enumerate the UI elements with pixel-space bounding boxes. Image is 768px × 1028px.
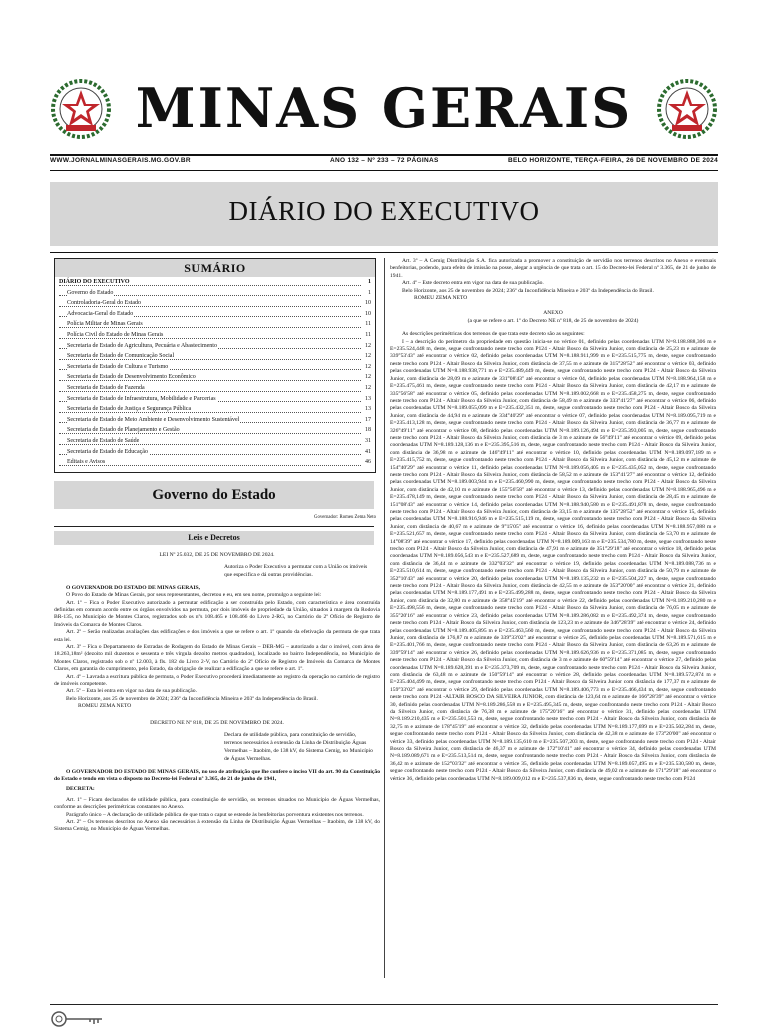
toc-header: SUMÁRIO bbox=[55, 259, 375, 277]
toc-item-label: Controladoria-Geral do Estado bbox=[67, 300, 141, 307]
masthead-divider bbox=[50, 154, 718, 156]
toc-item-page: 12 bbox=[364, 341, 371, 351]
lei-ementa: Autoriza o Poder Executivo a permutar com a União os imóveis que especifica e dá outras providências. bbox=[224, 563, 368, 578]
lei-heading: LEI Nº 25.032, DE 25 DE NOVEMBRO DE 2024. bbox=[159, 551, 275, 558]
section-title: DIÁRIO DO EXECUTIVO bbox=[228, 196, 540, 226]
toc-item-label: Secretaria de Estado de Fazenda bbox=[67, 384, 145, 391]
left-column bbox=[54, 258, 380, 978]
governo-banner: Governo do Estado bbox=[54, 481, 374, 509]
toc-item-label: Secretaria de Estado de Agricultura, Pecuária e Abastecimento bbox=[67, 342, 217, 349]
toc-item[interactable] bbox=[55, 457, 375, 468]
decreto-ementa: Declara de utilidade pública, para constituição de servidão, terrenos necessários à extensão da Linha de Distribuição Águas Vermelhas – Itaobim, de 138 kV, do Sistema Cemig, no Município de Águas Vermelhas. bbox=[224, 731, 373, 762]
masthead-divider bbox=[50, 170, 718, 171]
website-link[interactable]: WWW.JORNALMINASGERAIS.MG.GOV.BR bbox=[50, 157, 191, 164]
toc-item-page: 13 bbox=[364, 404, 371, 414]
toc-item-label: Polícia Civil do Estado de Minas Gerais bbox=[67, 331, 164, 338]
key-icon bbox=[50, 1010, 106, 1028]
lei-paragraph: Belo Horizonte, aos 25 de novembro de 2024; 236º da Inconfidência Mineira e 203º da Independência do Brasil. bbox=[66, 695, 318, 702]
toc-item-label: Secretaria de Estado de Desenvolvimento Econômico bbox=[67, 374, 196, 381]
place-date: BELO HORIZONTE, TERÇA-FEIRA, 26 DE NOVEMBRO DE 2024 bbox=[508, 157, 718, 164]
masthead bbox=[0, 0, 768, 170]
toc-item-page: 11 bbox=[364, 330, 371, 340]
decreto-paragraph: Art. 4º – Este decreto entra em vigor na data de sua publicação. bbox=[402, 280, 544, 287]
decreto-paragraph: Art. 3º – A Cemig Distribuição S.A. fica autorizada a promover a constituição de servidão nos terrenos descritos no Anexo e eventuais benfeitorias, podendo, para efeito de imissão na posse, alegar a urgência de que trata o art. 15 do Decreto-lei Federal nº 3.365, de 21 de junho de 1941. bbox=[390, 258, 716, 279]
toc-item-label: Secretaria de Estado de Saúde bbox=[67, 437, 140, 444]
lei-paragraph: Art. 5º – Esta lei entra em vigor na data de sua publicação. bbox=[66, 688, 197, 695]
toc-item-page: 17 bbox=[364, 415, 371, 425]
toc-item-label: Secretaria de Estado de Educação bbox=[67, 448, 148, 455]
toc-item[interactable] bbox=[55, 372, 375, 383]
toc-item[interactable] bbox=[55, 404, 375, 415]
toc-leader-dots bbox=[59, 327, 361, 328]
toc-item-page: 12 bbox=[364, 383, 371, 393]
toc-item[interactable] bbox=[55, 298, 375, 309]
decreto-lead: O GOVERNADOR DO ESTADO DE MINAS GERAIS, no uso de atribuição que lhe confere o inciso VII do art. 90 da Constituição do Estado e tendo em vista o disposto no Decreto-lei Federal nº 3.365, de 21 de junho de 1941, bbox=[54, 768, 380, 782]
newspaper-title: MINAS GERAIS bbox=[135, 76, 633, 140]
decreto-signer: ROMEU ZEMA NETO bbox=[414, 295, 468, 302]
anexo-intro: As descrições perimétricas dos terrenos de que trata este decreto são as seguintes: bbox=[402, 331, 585, 338]
decreto-heading: DECRETO NE Nº 818, DE 25 DE NOVEMBRO DE 2024. bbox=[150, 719, 284, 726]
decreta-label: DECRETA: bbox=[66, 786, 95, 793]
anexo-title: ANEXO bbox=[543, 310, 563, 317]
toc-item[interactable] bbox=[55, 436, 375, 447]
decreto-paragraph: Belo Horizonte, aos 25 de novembro de 2024; 236º da Inconfidência Mineira e 203º da Independência do Brasil. bbox=[402, 287, 654, 294]
toc-item-page: 10 bbox=[364, 309, 371, 319]
toc-item[interactable] bbox=[55, 415, 375, 426]
toc-item-page: 18 bbox=[364, 425, 371, 435]
toc-item-page: 1 bbox=[367, 288, 371, 298]
toc-item[interactable] bbox=[55, 309, 375, 320]
toc-item-label: Advocacia-Geral do Estado bbox=[67, 310, 134, 317]
toc-item[interactable] bbox=[55, 319, 375, 330]
anexo-subtitle: (a que se refere o art. 1º do Decreto NE nº 818, de 25 de novembro de 2024) bbox=[467, 317, 639, 324]
lei-paragraph: Art. 3º – Fica o Departamento de Estradas de Rodagem do Estado de Minas Gerais – DER-MG – autorizado a dar o imóvel, com área de 18.263,18m² (dezoito mil duzentos e sessenta e três vírgula dezoito metros quadrados), localizado no bairro Independência, no Município de Montes Claros, registrado sob o nº 12.003, à fls. 182 do Livro 2-V, no Cartório do 2º Ofício de Registro de Imóveis da Comarca de Montes Claros, em garantia do cumprimento, pelo Estado, da obrigação de realizar a edificação a que se refere o art. 1º. bbox=[54, 643, 380, 673]
toc-item-label: Secretaria de Estado de Meio Ambiente e Desenvolvimento Sustentável bbox=[67, 416, 240, 423]
coat-of-arms-icon bbox=[656, 78, 718, 140]
toc-item-page: 31 bbox=[364, 436, 371, 446]
decreto-paragraph: Parágrafo único – A declaração de utilidade pública de que trata o caput se estende às benfeitorias porventura existentes nos terrenos. bbox=[66, 811, 364, 818]
decreto-paragraph: Art. 1º – Ficam declarados de utilidade pública, para constituição de servidão, os terrenos situados no Município de Águas Vermelhas, conforme as descrições perimétricas constantes no Anexo. bbox=[54, 796, 380, 811]
footer-divider bbox=[50, 1004, 718, 1005]
section-banner bbox=[50, 182, 718, 246]
toc-item-page: 13 bbox=[364, 394, 371, 404]
column-divider bbox=[384, 258, 385, 978]
toc-item[interactable] bbox=[55, 288, 375, 299]
toc-item-label: Governo do Estado bbox=[67, 289, 114, 296]
toc-item-label: Secretaria de Estado de Justiça e Segurança Pública bbox=[67, 406, 192, 413]
anexo-description: I – a descrição do perímetro da propriedade em questão inicia-se no vértice 01, definido pelas coordenadas UTM N=8.188.888,306 m e E=235.524,448 m, deste, segue confrontando neste trecho com P124 - Altair Bosco da Silveira Junior, com distância de 25,23 m e azimute de 339°53'43" até encontrar o vértice 02, definido pelas coordenadas UTM N=8.188.911,999 m e E=235.515,775 m, deste, segue confrontando neste trecho com P124 - Altair Bosco da Silveira Junior, com distância de 37,55 m e azimute de 315°28'52" até encontrar o vértice 03, definido pelas coordenadas UTM N=8.188.938,771 m e E=235.489,449 m, deste, segue confrontando neste trecho com P124 - Altair Bosco da Silveira Junior, com distância de 28,09 m e azimute de 331°08'43" até encontrar o vértice 04, definido pelas coordenadas UTM N=8.188.964,158 m e E=235.475,461 m, deste, segue confrontando neste trecho com P124 - Altair Bosco da Silveira Junior, com distância de 42,17 m e azimute de 335°56'58" até encontrar o vértice 05, definido pelas coordenadas UTM N=8.189.002,668 m e E=235.458,275 m, deste, segue confrontando neste trecho com P124 - Altair Bosco da Silveira Junior, com distância de 58,49 m e azimute de 333°41'27" até encontrar o vértice 06, definido pelas coordenadas UTM N=8.189.055,099 m e E=235.432,351 m, deste, segue confrontando neste trecho com P124 - Altair Bosco da Silveira Junior, com distância de 44,94 m e azimute de 334°40'29" até encontrar o vértice 07, definido pelas coordenadas UTM N=8.189.095,719 m e E=235.413,128 m, deste, segue confrontando neste trecho com P124 - Altair Bosco da Silveira Junior, com distância de 36,77 m e azimute de 326°49'11" até encontrar o vértice 08, definido pelas coordenadas UTM N=8.189.126,494 m e E=235.393,005 m, deste, segue confrontando neste trecho com P124 - Altair Bosco da Silveira Junior, com distância de 3 m e azimute de 56°49'11" até encontrar o vértice 09, definido pelas coordenadas UTM N=8.189.128,136 m e E=235.395,516 m, deste, segue confrontando neste trecho com P124 - Altair Bosco da Silveira Junior, com distância de 36,98 m e azimute de 146°49'11" até encontrar o vértice 10, definido pelas coordenadas UTM N=8.189.097,189 m e E=235.415,752 m, deste, segue confrontando neste trecho com P124 - Altair Bosco da Silveira Junior, com distância de 45,12 m e azimute de 154°40'29" até encontrar o vértice 11, definido pelas coordenadas UTM N=8.189.056,405 m e E=235.435,052 m, deste, segue confrontando neste trecho com P124 - Altair Bosco da Silveira Junior, com distância de 58,52 m e azimute de 153°41'27" até encontrar o vértice 12, definido pelas coordenadas UTM N=8.189.003,944 m e E=235.460,990 m, deste, segue confrontando neste trecho com P124 - Altair Bosco da Silveira Junior, com distância de 42,10 m e azimute de 155°56'58" até encontrar o vértice 13, definido pelas coordenadas UTM N=8.188.965,496 m e E=235.478,149 m, deste, segue confrontando neste trecho com P124 - Altair Bosco da Silveira Junior, com distância de 28,45 m e azimute de 151°08'43" até encontrar o vértice 14, definido pelas coordenadas UTM N=8.188.940,580 m e E=235.491,878 m, deste, segue confrontando neste trecho com P124 - Altair Bosco da Silveira Junior, com distância de 33,15 m e azimute de 135°28'52" até encontrar o vértice 15, definido pelas coordenadas UTM N=8.188.916,946 m e E=235.515,119 m, deste, segue confrontando neste trecho com P124 - Altair Bosco da Silveira Junior, com distância de 40,67 m e azimute de 9°15'05" até encontrar o vértice 16, definido pelas coordenadas UTM N=8.188.957,088 m e E=235.521,657 m, deste, segue confrontando neste trecho com P124 - Altair Bosco da Silveira Junior, com distância de 53,70 m e azimute de 14°08'39" até encontrar o vértice 17, definido pelas coordenadas UTM N=8.189.009,163 m e E=235.534,780 m, deste, segue confrontando neste trecho com P124 - Altair Bosco da Silveira Junior, com distância de 47,91 m e azimute de 351°29'18" até encontrar o vértice 18, definido pelas coordenadas UTM N=8.189.056,543 m e E=235.527,689 m, deste, segue confrontando neste trecho com P124 - Altair Bosco da Silveira Junior, com distância de 36,44 m e azimute de 332°03'32" até encontrar o vértice 19, definido pelas coordenadas UTM N=8.189.088,736 m e E=235.510,614 m, deste, segue confrontando neste trecho com P124 - Altair Bosco da Silveira Junior, com distância de 50,79 m e azimute de 352°10'43" até encontrar o vértice 20, definido pelas coordenadas UTM N=8.189.135,232 m e E=235.504,227 m, deste, segue confrontando neste trecho com P124 - Altair Bosco da Silveira Junior, com distância de 42,55 m e azimute de 353°20'00" até encontrar o vértice 21, definido pelas coordenadas UTM N=8.189.177,491 m e E=235.499,288 m, deste, segue confrontando neste trecho com P124 - Altair Bosco da Silveira Junior, com distância de 32,80 m e azimute de 358°45'19" até encontrar o vértice 22, definido pelas coordenadas UTM N=8.189.210,280 m e E=235.498,556 m, deste, segue confrontando neste trecho com P124 - Altair Bosco da Silveira Junior, com distância de 76,05 m e azimute de 355°20'16" até encontrar o vértice 23, definido pelas coordenadas UTM N=8.189.286,082 m e E=235.492,374 m, deste, segue confrontando neste trecho com P124 - Altair Bosco da Silveira Junior, com distância de 123,23 m e azimute de 346°28'39" até encontrar o vértice 24, definido pelas coordenadas UTM N=8.189.405,895 m e E=235.463,560 m, deste, segue confrontando neste trecho com P124 - Altair Bosco da Silveira Junior, com distância de 176,87 m e azimute de 339°33'02" até encontrar o vértice 25, definido pelas coordenadas UTM N=8.189.571,615 m e E=235.401,766 m, deste, segue confrontando neste trecho com P124 - Altair Bosco da Silveira Junior, com distância de 63,26 m e azimute de 339°59'14" até encontrar o vértice 26, definido pelas coordenadas UTM N=8.189.626,936 m e E=235.371,085 m, deste, segue confrontando neste trecho com P124 - Altair Bosco da Silveira Junior, com distância de 3 m e azimute de 60°59'14" até encontrar o vértice 27, definido pelas coordenadas UTM N=8.189.628,391 m e E=235.373,709 m, deste, segue confrontando neste trecho com P124 - Altair Bosco da Silveira Junior, com distância de 63,48 m e azimute de 150°59'14" até encontrar o vértice 28, definido pelas coordenadas UTM N=8.189.572,874 m e E=235.404,499 m, deste, segue confrontando neste trecho com P124 - Altair Bosco da Silveira Junior com distância de 177,37 m e azimute de 159°33'02" até encontrar o vértice 29, definido pelas coordenadas UTM N=8.189.406,773 m e E=235.466,434 m, deste, segue confrontando neste trecho com P124 -ALTAIR BOSCO DA SILVEIRA JUNIOR, com distância de 123,64 m e azimute de 166°28'39" até encontrar o vértice 30, definido pelas coordenadas UTM N=8.189.286,558 m e E=235.495,345 m, deste, segue confrontando neste trecho com P124 - Altair Bosco da Silveira Junior, com distância de 76,38 m e azimute de 175°20'16" até encontrar o vértice 31, definido pelas coordenadas UTM N=8.189.210,435 m e E=235.501,553 m, deste, segue confrontando neste trecho com P124 - Altair Bosco da Silveira Junior, com distância de 32,75 m e azimute de 178°45'19" até encontrar o vértice 32, definido pelas coordenadas UTM N=8.189.177,699 m e E=235.502,284 m, deste, segue confrontando neste trecho com P124 - Altair Bosco da Silveira Junior, com distância de 42,38 m e azimute de 173°20'00" até encontrar o vértice 33, definido pelas coordenadas UTM N=8.189.135,610 m e E=235.507,203 m, deste, segue confrontando neste trecho com P124 - Altair Bosco da Silveira Junior, com distância de 46,37 m e azimute de 172°10'41" até encontrar o vértice 34, definido pelas coordenadas UTM N=8.189.089,671 m e E=235.513,514 m, deste, segue confrontando neste trecho com P124 - Altair Bosco da Silveira Junior, com distância de 36,42 m e azimute de 152°03'32" até encontrar o vértice 35, definido pelas coordenadas UTM N=8.189.057,495 m e E=235.530,580 m, deste, segue confrontando neste trecho com P124 - Altair Bosco da Silveira Junior, com distância de 49,02 m e azimute de 171°29'18" até encontrar o vértice 36, definido pelas coordenadas UTM N=8.189.009,012 m e E=235.537,836 m, deste, segue confrontando neste trecho com P124 bbox=[390, 338, 716, 782]
toc-item-label: Secretaria de Estado de Infraestrutura, Mobilidade e Parcerias bbox=[67, 395, 216, 402]
lei-paragraph: Art. 2º – Serão realizadas avaliações das edificações e dos imóveis a que se refere o art. 1º quando da efetivação da permuta de que trata esta lei. bbox=[54, 629, 380, 643]
toc-item[interactable] bbox=[55, 383, 375, 394]
toc-item-page: 12 bbox=[364, 351, 371, 361]
lei-paragraph: Art. 4º – Lavrada a escritura pública de permuta, o Poder Executivo procederá imediatamente ao registro da operação no cartório de registro de imóveis competente. bbox=[54, 673, 380, 687]
leis-decretos-banner: Leis e Decretos bbox=[54, 531, 374, 545]
toc-item-label: Secretaria de Estado de Cultura e Turismo bbox=[67, 363, 169, 370]
toc-item-label: DIÁRIO DO EXECUTIVO bbox=[59, 279, 130, 285]
toc-item-page: 1 bbox=[367, 277, 371, 287]
toc-item[interactable] bbox=[55, 277, 375, 288]
toc-item-page: 12 bbox=[364, 372, 371, 382]
toc-item-page: 46 bbox=[364, 457, 371, 467]
toc-item[interactable] bbox=[55, 351, 375, 362]
masthead-meta bbox=[50, 157, 718, 169]
right-column bbox=[390, 258, 716, 978]
toc-item[interactable] bbox=[55, 394, 375, 405]
edition-info: ANO 132 – Nº 233 – 72 PÁGINAS bbox=[330, 157, 439, 164]
toc-leader-dots bbox=[59, 433, 361, 434]
governor-line: Governador: Romeu Zema Neto bbox=[314, 514, 376, 520]
toc-item[interactable] bbox=[55, 447, 375, 458]
toc-item-page: 11 bbox=[364, 319, 371, 329]
lei-lead: O GOVERNADOR DO ESTADO DE MINAS GERAIS, bbox=[66, 584, 201, 591]
toc-item[interactable] bbox=[55, 330, 375, 341]
toc-item[interactable] bbox=[55, 425, 375, 436]
decreto-paragraph: Art. 2º – Os terrenos descritos no Anexo são necessários à extensão da Linha de Distribuição Águas Vermelhas – Itaobim, de 138 kV, do Sistema Cemig, no Município de Águas Vermelhas. bbox=[54, 819, 380, 833]
toc-item-label: Polícia Militar de Minas Gerais bbox=[67, 321, 143, 328]
toc-item-label: Secretaria de Estado de Comunicação Social bbox=[67, 353, 175, 360]
lei-paragraph: O Povo do Estado de Minas Gerais, por seus representantes, decretou e eu, em seu nome, promulgo a seguinte lei: bbox=[66, 592, 322, 599]
toc-item[interactable] bbox=[55, 341, 375, 352]
toc-item-page: 12 bbox=[364, 362, 371, 372]
coat-of-arms-icon bbox=[50, 78, 112, 140]
toc-item-page: 10 bbox=[364, 298, 371, 308]
table-of-contents bbox=[54, 258, 376, 473]
lei-paragraph: Art. 1º – Fica o Poder Executivo autorizado a permutar edificação a ser construída pelo Estado, com característica e área construída definidas em comum acordo entre os órgãos envolvidos na permuta, por dois imóveis de propriedade da União, situados à margem da Rodovia BR-135, no Município de Montes Claros, registrados sob os nºs 108.465 e 108.466 do Livro 2-RG, no Cartório do 2º Ofício de Registro de Imóveis da Comarca de Montes Claros. bbox=[54, 599, 380, 628]
section-divider bbox=[50, 252, 718, 253]
lei-signer: ROMEU ZEMA NETO bbox=[78, 703, 132, 710]
toc-item-label: Secretaria de Estado de Planejamento e Gestão bbox=[67, 427, 180, 434]
toc-leader-dots bbox=[59, 380, 361, 381]
toc-item-label: Editais e Avisos bbox=[67, 459, 106, 466]
toc-item[interactable] bbox=[55, 362, 375, 373]
toc-item-page: 41 bbox=[364, 447, 371, 457]
divider bbox=[54, 526, 374, 527]
